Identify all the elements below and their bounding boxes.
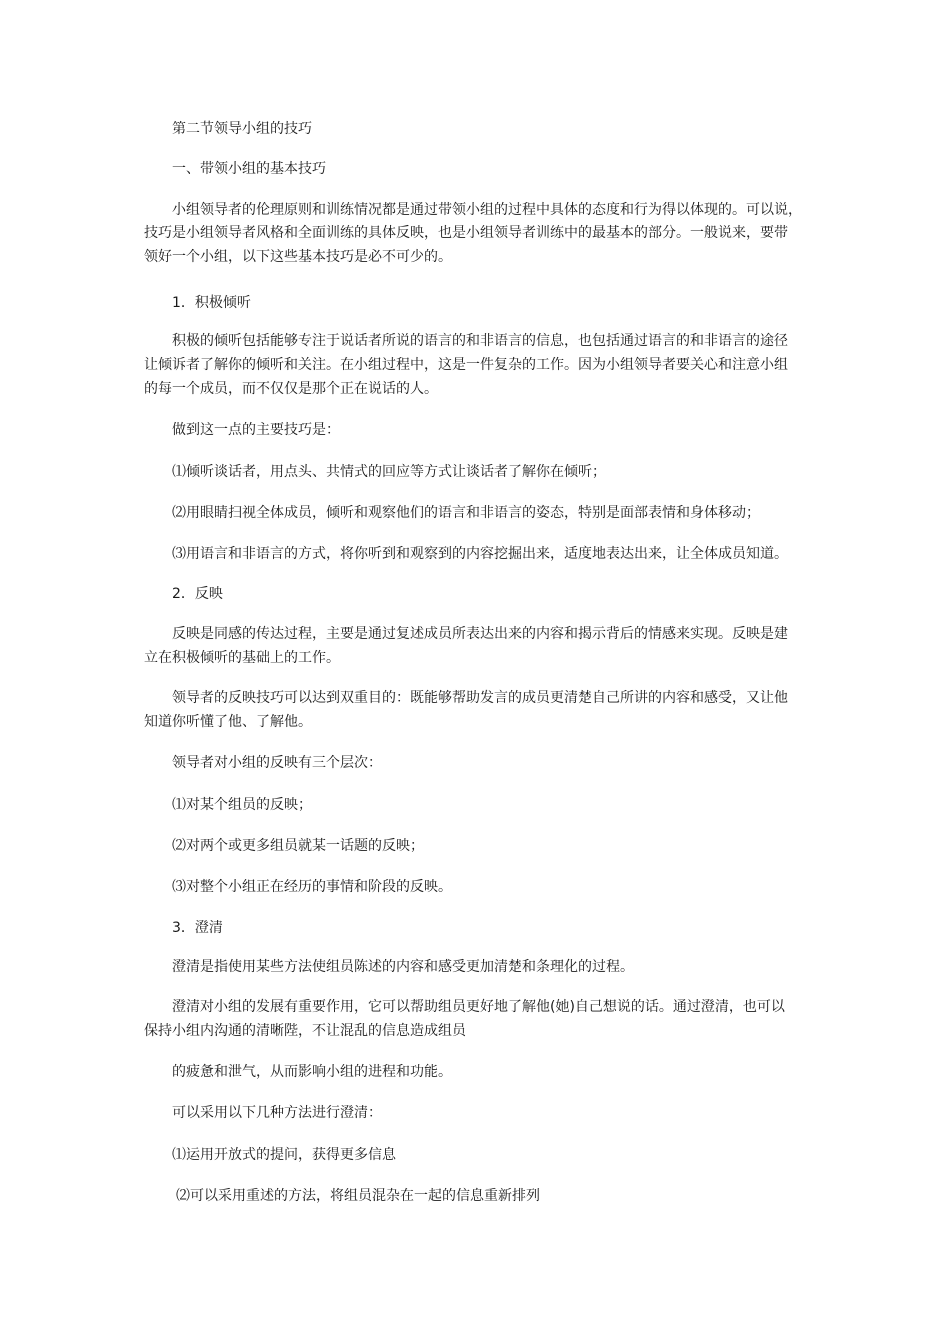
paragraph-line: 保持小组内沟通的清晰陛，不让混乱的信息造成组员 bbox=[144, 1023, 466, 1039]
heading-active-listening: 1．积极倾听 bbox=[172, 295, 251, 311]
paragraph-line: 的疲惫和泄气，从而影响小组的进程和功能。 bbox=[172, 1064, 452, 1080]
heading-clarification: 3．澄清 bbox=[172, 920, 223, 936]
paragraph-line: 让倾诉者了解你的倾听和关注。在小组过程中，这是一件复杂的工作。因为小组领导者要关心和注意小组 bbox=[144, 357, 788, 373]
heading-reflection: 2．反映 bbox=[172, 586, 223, 602]
paragraph-line: 做到这一点的主要技巧是： bbox=[172, 422, 340, 438]
paragraph-line: 澄清是指使用某些方法使组员陈述的内容和感受更加清楚和条理化的过程。 bbox=[172, 959, 634, 975]
section-title: 第二节领导小组的技巧 bbox=[172, 121, 312, 137]
paragraph-line: 积极的倾听包括能够专注于说话者所说的语言的和非语言的信息，也包括通过语言的和非语言的途径 bbox=[172, 333, 788, 349]
paragraph-line: 领导者对小组的反映有三个层次： bbox=[172, 755, 382, 771]
list-item: ⑵可以采用重述的方法，将组员混杂在一起的信息重新排列 bbox=[176, 1188, 540, 1204]
heading-basic-skills: 一、带领小组的基本技巧 bbox=[172, 161, 326, 177]
list-item: ⑴倾听谈话者，用点头、共情式的回应等方式让谈话者了解你在倾听； bbox=[172, 464, 606, 480]
paragraph-line: 的每一个成员，而不仅仅是那个正在说话的人。 bbox=[144, 381, 438, 397]
paragraph-line: 澄清对小组的发展有重要作用，它可以帮助组员更好地了解他(她)自己想说的话。通过澄清，也可以 bbox=[172, 999, 785, 1015]
list-item: ⑴运用开放式的提问，获得更多信息 bbox=[172, 1147, 396, 1163]
paragraph-line: 领导者的反映技巧可以达到双重目的：既能够帮助发言的成员更清楚自己所讲的内容和感受，又让他 bbox=[172, 690, 788, 706]
list-item: ⑶对整个小组正在经历的事情和阶段的反映。 bbox=[172, 879, 452, 895]
paragraph-line: 可以采用以下几种方法进行澄清： bbox=[172, 1105, 382, 1121]
list-item: ⑴对某个组员的反映； bbox=[172, 797, 312, 813]
paragraph-line: 领好一个小组，以下这些基本技巧是必不可少的。 bbox=[144, 249, 452, 265]
paragraph-line: 知道你听懂了他、了解他。 bbox=[144, 714, 312, 730]
paragraph-line: 小组领导者的伦理原则和训练情况都是通过带领小组的过程中具体的态度和行为得以体现的。可以说， bbox=[172, 202, 802, 218]
list-item: ⑵用眼睛扫视全体成员，倾听和观察他们的语言和非语言的姿态，特别是面部表情和身体移动； bbox=[172, 505, 760, 521]
paragraph-line: 技巧是小组领导者风格和全面训练的具体反映，也是小组领导者训练中的最基本的部分。一般说来，要带 bbox=[144, 225, 788, 241]
paragraph-line: 立在积极倾听的基础上的工作。 bbox=[144, 650, 340, 666]
list-item: ⑶用语言和非语言的方式，将你听到和观察到的内容挖掘出来，适度地表达出来，让全体成员知道。 bbox=[172, 546, 788, 562]
list-item: ⑵对两个或更多组员就某一话题的反映； bbox=[172, 838, 424, 854]
paragraph-line: 反映是同感的传达过程，主要是通过复述成员所表达出来的内容和揭示背后的情感来实现。反映是建 bbox=[172, 626, 788, 642]
